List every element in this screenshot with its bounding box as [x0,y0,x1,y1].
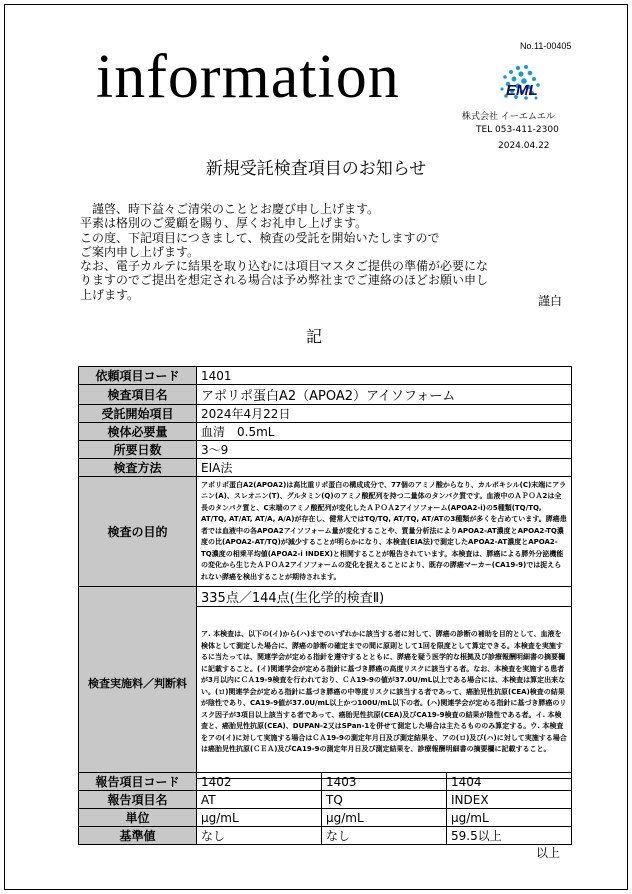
company-tel: TEL 053-411-2300 [476,125,559,135]
report-unit-label: 単位 [79,809,197,827]
report-ref-label: 基準値 [79,827,197,845]
report-code-cell: 1402 [197,773,322,791]
table-row [79,587,572,607]
report-code-label: 報告項目コード [79,773,197,791]
company-name: 株式会社 イーエムエル [462,112,555,122]
days-value: 3～9 [197,441,572,459]
table-row [79,385,572,405]
table-row [79,827,572,845]
report-name-cell: TQ [322,791,447,809]
table-row [79,809,572,827]
closing-ijou: 以上 [536,846,561,860]
report-ref-cell: なし [322,827,447,845]
method-value: EIA法 [197,459,572,477]
report-unit-cell: μg/mL [447,809,572,827]
start-label: 受託開始項目 [79,405,197,423]
code-value: 1401 [197,367,572,385]
greeting-line: この度、下記項目につきまして、検査の受託を開始いたしますので [80,230,440,245]
report-name-label: 報告項目名 [79,791,197,809]
eml-logo-text: EML [506,82,538,99]
fee-value: 335点／144点(生化学的検査Ⅱ) [197,587,572,607]
greeting-line: 平素は格別のご愛顧を賜り、厚くお礼申し上げます。 [80,216,368,231]
purpose-value: アポリポ蛋白A2(APOA2)は高比重リポ蛋白の構成成分で、77個のアミノ酸からなり、カルボキシル(C)末端にアラニン(A)、スレオニン(T)、グルタミン(Q)のアミノ酸配列を持つ二量体のタンパク質です。血液中のＡＰＯＡ2は全長のタンパク質と、C末端のアミノ酸配列が変化したＡＰＯＡ2アイソフォーム(APOA2-i)の5種類(TQ/TQ, AT/TQ, AT/AT, AT/A, A/A)が存在し、健常人ではTQ/TQ, AT/TQ, AT/ATの3種類が多くを占めています。膵癌患者では血液中の各APOA2アイソフォーム量が変化することや、質量分析法によりAPOA2-AT濃度とAPOA2-TQ濃度の比(APOA2-AT/TQ)が減少することが明らかになり、本検査(EIA法)で測定したAPOA2-AT濃度とAPOA2-TQ濃度の相乗平均値(APOA2-i INDEX)と相関することが報告されています。本検査は、膵癌による膵外分泌機能の変化から生じたＡＰＯＡ2アイソフォームの変化を捉えることにより、既存の膵癌マーカー(CA19-9)では捉えられない膵癌を検出することが期待されます。 [197,477,572,587]
report-unit-cell: μg/mL [322,809,447,827]
code-label: 依頼項目コード [79,367,197,385]
sample-value: 血清 0.5mL [197,423,572,441]
table-row [79,423,572,441]
method-label: 検査方法 [79,459,197,477]
table-row [79,441,572,459]
name-value: アポリポ蛋白A2（APOA2）アイソフォーム [197,385,572,405]
report-items-table [78,772,572,845]
table-row [79,773,572,791]
fee-label: 検査実施料／判断料 [79,587,197,779]
greeting-text [80,202,550,302]
table-row [79,791,572,809]
greeting-line: ご案内申し上げます。 [80,244,200,259]
table-row [79,477,572,587]
report-code-cell: 1403 [322,773,447,791]
ki-mark: 記 [306,327,323,346]
table-row [79,405,572,423]
greeting-line: 謹啓、時下益々ご清栄のこととお慶び申し上げます。 [80,202,380,216]
greeting-line: なお、電子カルテに結果を取り込むには項目マスタご提供の準備が必要にな [80,259,489,274]
report-code-cell: 1404 [447,773,572,791]
closing-kingu: 謹白 [538,294,563,308]
page-title: 新規受託検査項目のお知らせ [205,159,427,179]
test-info-table [78,366,572,779]
issue-date: 2024.04.22 [498,141,550,151]
fee-notes: ア. 本検査は、以下の(イ)から(ハ)までのいずれかに該当する者に対して、膵癌の診断の補助を目的として、血液を検体として測定した場合に、膵癌の診断の確定までの間に原則として1回を限度として算定できる。本検査を実施するに当たっては、関連学会が定める指針を遵守するとともに、膵癌を疑う医学的な根拠及び診療報酬明細書の摘要欄に記載すること。(イ)関連学会が定める指針に基づき膵癌の高度リスクに該当する者。なお、本検査を実施する患者が3月以内にＣＡ19-9検査を行われており、ＣＡ19-9の値が37.0U/mL以上である場合には、本検査は算定出来ない。(ロ)関連学会が定める指針に基づき膵癌の中等度リスクに該当する者であって、癌胎児性抗原(CEA)検査の結果が陰性であり、CA19-9値が37.0U/mL以上かつ100U/mL以下の者。(ハ)関連学会が定める指針に基づき膵癌のリスク因子が3項目以上該当する者であって、癌胎児性抗原(CEA)及びCA19-9検査の結果が陰性である者。イ. 本検査と、癌胎児性抗原(CEA)、DUPAN-2又はSPan-1を併せて測定した場合は主たるもののみ算定する。ウ. 本検査をアの(イ)に対して実施する場合はＣＡ19-9の測定年月日及び測定結果を、アの(ロ)及び(ハ)に対して実施する場合は癌胎児性抗原(ＣＥＡ)及びCA19-9の測定年月日及び測定結果を、診療報酬明細書の摘要欄に記載すること。 [197,607,572,779]
document-number: No.11-00405 [520,41,572,51]
information-title: information [96,43,400,111]
report-ref-cell: なし [197,827,322,845]
report-unit-cell: μg/mL [197,809,322,827]
table-row [79,367,572,385]
greeting-line: 上げます。 [80,287,140,302]
report-name-cell: AT [197,791,322,809]
company-info [462,111,559,137]
name-label: 検査項目名 [79,385,197,405]
table-row [79,459,572,477]
report-name-cell: INDEX [447,791,572,809]
days-label: 所要日数 [79,441,197,459]
start-value: 2024年4月22日 [197,405,572,423]
sample-label: 検体必要量 [79,423,197,441]
eml-logo-icon [476,62,566,106]
greeting-line: りますのでご提出を想定される場合は予め弊社までご連絡のほどお願い申し [80,273,489,288]
report-ref-cell: 59.5以上 [447,827,572,845]
purpose-label: 検査の目的 [79,477,197,587]
